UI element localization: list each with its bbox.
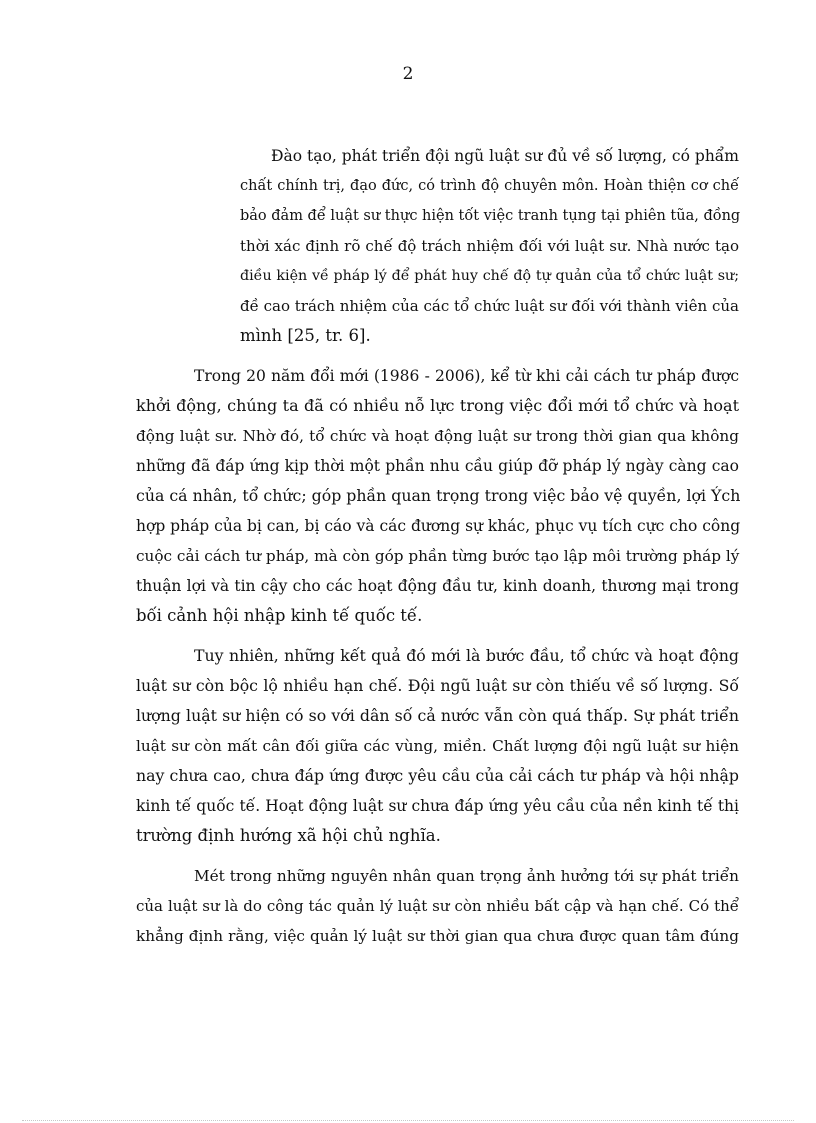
paragraph-line: những đã đáp ứng kịp thời một phần nhu cầu giúp đỡ pháp lý ngày càng cao — [136, 457, 739, 475]
page-bottom-divider — [22, 1120, 794, 1121]
quote-line: chất chính trị, đạo đức, có trình độ chuyên môn. Hoàn thiện cơ chế — [240, 178, 739, 194]
paragraph-line: cuộc cải cách tư pháp, mà còn góp phần từng bước tạo lập môi trường pháp lý — [136, 547, 740, 565]
quote-line: mình [25, tr. 6]. — [240, 326, 371, 345]
paragraph-line: lượng luật sư hiện có so với dân số cả nước vẫn còn quá thấp. Sự phát triển — [136, 706, 739, 725]
paragraph-line: Tuy nhiên, những kết quả đó mới là bước đầu, tổ chức và hoạt động — [194, 646, 739, 665]
paragraph-line: khởi động, chúng ta đã có nhiều nỗ lực trong việc đổi mới tổ chức và hoạt — [136, 396, 739, 415]
paragraph-line: động luật sư. Nhờ đó, tổ chức và hoạt động luật sư trong thời gian qua không — [136, 427, 739, 445]
paragraph-line: khẳng định rằng, việc quản lý luật sư thời gian qua chưa được quan tâm đúng — [136, 927, 739, 945]
paragraph-line: Mét trong những nguyên nhân quan trọng ảnh hưởng tới sự phát triển — [194, 867, 739, 885]
paragraph-line: hợp pháp của bị can, bị cáo và các đương sự khác, phục vụ tích cực cho công — [136, 517, 741, 535]
paragraph-line: kinh tế quốc tế. Hoạt động luật sư chưa đáp ứng yêu cầu của nền kinh tế thị — [136, 797, 739, 815]
paragraph-line: thuận lợi và tin cậy cho các hoạt động đầu tư, kinh doanh, thương mại trong — [136, 577, 739, 595]
paragraph-line: luật sư còn bộc lộ nhiều hạn chế. Đội ngũ luật sư còn thiếu về số lượng. Số — [136, 676, 739, 695]
paragraph-line: của luật sư là do công tác quản lý luật sư còn nhiều bất cập và hạn chế. Có thể — [136, 897, 739, 915]
quote-line: điều kiện về pháp lý để phát huy chế độ tự quản của tổ chức luật sư; — [240, 268, 739, 284]
quote-line: Đào tạo, phát triển đội ngũ luật sư đủ về số lượng, có phẩm — [271, 147, 739, 165]
paragraph-line: luật sư còn mất cân đối giữa các vùng, miền. Chất lượng đội ngũ luật sư hiện — [136, 737, 739, 755]
quote-line: thời xác định rõ chế độ trách nhiệm đối với luật sư. Nhà nước tạo — [240, 237, 739, 255]
paragraph-line: trường định hướng xã hội chủ nghĩa. — [136, 826, 441, 845]
paragraph-line: Trong 20 năm đổi mới (1986 - 2006), kể từ khi cải cách tư pháp được — [194, 367, 739, 385]
quote-line: đề cao trách nhiệm của các tổ chức luật sư đối với thành viên của — [240, 297, 739, 315]
paragraph-line: bối cảnh hội nhập kinh tế quốc tế. — [136, 606, 423, 625]
paragraph-line: của cá nhân, tổ chức; góp phần quan trọng trong việc bảo vệ quyền, lợi Ých — [136, 486, 741, 505]
paragraph-line: nay chưa cao, chưa đáp ứng được yêu cầu của cải cách tư pháp và hội nhập — [136, 766, 739, 785]
page-number: 2 — [402, 64, 414, 84]
quote-line: bảo đảm để luật sư thực hiện tốt việc tranh tụng tại phiên tũa, đồng — [240, 208, 741, 224]
